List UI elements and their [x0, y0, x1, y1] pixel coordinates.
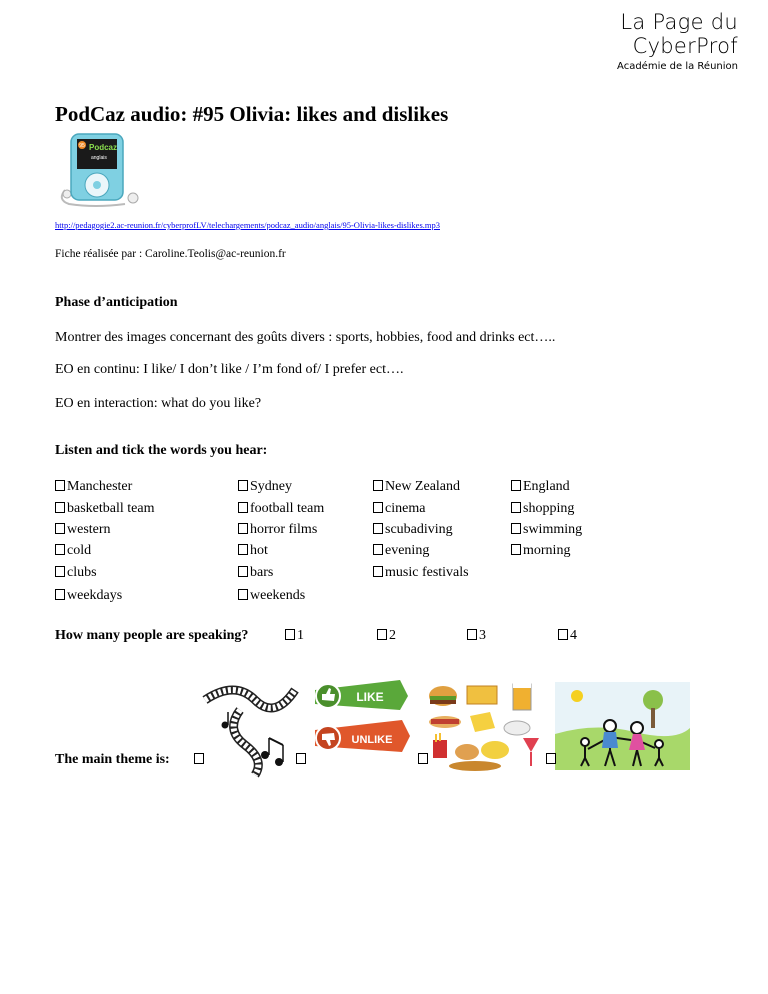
word-label: England [523, 479, 570, 494]
brand-line-2: CyberProf [632, 34, 738, 58]
like-label: LIKE [356, 690, 384, 704]
checkbox[interactable] [558, 629, 568, 640]
page-title: PodCaz audio: #95 Olivia: likes and dislikes [55, 102, 449, 126]
people-option-label: 3 [479, 628, 486, 643]
word-option[interactable] [511, 501, 574, 517]
checkbox[interactable] [546, 753, 556, 764]
word-label: bars [250, 565, 274, 580]
word-option[interactable] [55, 543, 91, 559]
word-label: football team [250, 501, 325, 516]
people-option[interactable] [377, 628, 396, 644]
player-screen-title: Podcaz [89, 143, 118, 152]
like-unlike-image [310, 672, 415, 764]
word-label: scubadiving [385, 522, 453, 537]
word-option[interactable] [511, 543, 570, 559]
checkbox[interactable] [373, 480, 383, 491]
word-label: horror films [250, 522, 318, 537]
word-option[interactable] [511, 479, 570, 495]
word-option[interactable] [373, 501, 425, 517]
people-option-label: 4 [570, 628, 577, 643]
brand-logo [617, 10, 738, 74]
brand-line-3: Académie de la Réunion [617, 61, 738, 72]
episode-badge-text: 95 [79, 143, 85, 149]
checkbox[interactable] [238, 566, 248, 577]
checkbox[interactable] [55, 502, 65, 513]
music-notes-image [195, 670, 300, 780]
people-option[interactable] [285, 628, 304, 644]
people-option[interactable] [467, 628, 486, 644]
word-label: New Zealand [385, 479, 461, 494]
word-label: weekdays [67, 588, 123, 603]
word-option[interactable] [238, 479, 292, 495]
word-label: western [67, 522, 111, 537]
anticipation-p1: Montrer des images concernant des goûts divers : sports, hobbies, food and drinks ect….. [55, 330, 556, 345]
word-label: cold [67, 543, 92, 558]
word-option[interactable] [373, 543, 429, 559]
word-option[interactable] [373, 565, 469, 581]
checkbox[interactable] [511, 502, 521, 513]
checkbox[interactable] [418, 753, 428, 764]
checkbox[interactable] [55, 544, 65, 555]
word-option[interactable] [238, 522, 317, 538]
checkbox[interactable] [377, 629, 387, 640]
people-option-label: 1 [297, 628, 304, 643]
word-option[interactable] [238, 565, 273, 581]
mp3-player-icon [55, 132, 150, 207]
checkbox[interactable] [511, 523, 521, 534]
checkbox[interactable] [238, 523, 248, 534]
checkbox[interactable] [467, 629, 477, 640]
checkbox[interactable] [238, 480, 248, 491]
checkbox[interactable] [296, 753, 306, 764]
theme-checkbox[interactable] [418, 752, 430, 768]
checkbox[interactable] [511, 480, 521, 491]
listen-heading: Listen and tick the words you hear: [55, 443, 268, 458]
word-label: morning [523, 543, 571, 558]
player-screen-subtitle: anglais [91, 155, 107, 161]
brand-line-1: La Page du [620, 10, 738, 34]
checkbox[interactable] [373, 566, 383, 577]
checkbox[interactable] [55, 589, 65, 600]
word-option[interactable] [238, 543, 268, 559]
checkbox[interactable] [373, 502, 383, 513]
checkbox[interactable] [238, 544, 248, 555]
theme-checkbox[interactable] [546, 752, 558, 768]
word-label: evening [385, 543, 430, 558]
word-option[interactable] [55, 479, 132, 495]
people-question: How many people are speaking? [55, 628, 249, 643]
word-label: hot [250, 543, 268, 558]
word-label: cinema [385, 501, 426, 516]
word-label: shopping [523, 501, 575, 516]
anticipation-p2: EO en continu: I like/ I don’t like / I’m fond of/ I prefer ect…. [55, 362, 404, 377]
checkbox[interactable] [373, 544, 383, 555]
people-option-label: 2 [389, 628, 396, 643]
word-label: basketball team [67, 501, 155, 516]
audio-link[interactable]: http://pedagogie2.ac-reunion.fr/cyberprofLV/telechargements/podcaz_audio/anglais/95-Olivia-likes-dislikes.mp3 [55, 220, 440, 230]
checkbox[interactable] [55, 566, 65, 577]
checkbox[interactable] [238, 502, 248, 513]
theme-checkbox[interactable] [194, 752, 206, 768]
word-option[interactable] [511, 522, 582, 538]
word-label: weekends [250, 588, 306, 603]
word-option[interactable] [55, 501, 154, 517]
word-option[interactable] [55, 588, 122, 604]
word-option[interactable] [238, 501, 324, 517]
checkbox[interactable] [238, 589, 248, 600]
theme-checkbox[interactable] [296, 752, 308, 768]
word-label: Sydney [250, 479, 292, 494]
checkbox[interactable] [373, 523, 383, 534]
word-option[interactable] [373, 479, 460, 495]
checkbox[interactable] [194, 753, 204, 764]
checkbox[interactable] [285, 629, 295, 640]
word-option[interactable] [55, 565, 97, 581]
checkbox[interactable] [55, 523, 65, 534]
unlike-label: UNLIKE [351, 734, 393, 746]
word-label: music festivals [385, 565, 469, 580]
word-option[interactable] [55, 522, 111, 538]
word-label: swimming [523, 522, 583, 537]
author-credit: Fiche réalisée par : Caroline.Teolis@ac-reunion.fr [55, 248, 286, 260]
food-drinks-image [425, 680, 545, 772]
anticipation-p3: EO en interaction: what do you like? [55, 396, 262, 411]
theme-question: The main theme is: [55, 752, 170, 767]
word-label: Manchester [67, 479, 133, 494]
word-option[interactable] [238, 588, 305, 604]
anticipation-heading: Phase d’anticipation [55, 295, 178, 310]
checkbox[interactable] [511, 544, 521, 555]
checkbox[interactable] [55, 480, 65, 491]
word-label: clubs [67, 565, 97, 580]
family-outdoors-image [555, 682, 690, 770]
people-option[interactable] [558, 628, 577, 644]
word-option[interactable] [373, 522, 453, 538]
